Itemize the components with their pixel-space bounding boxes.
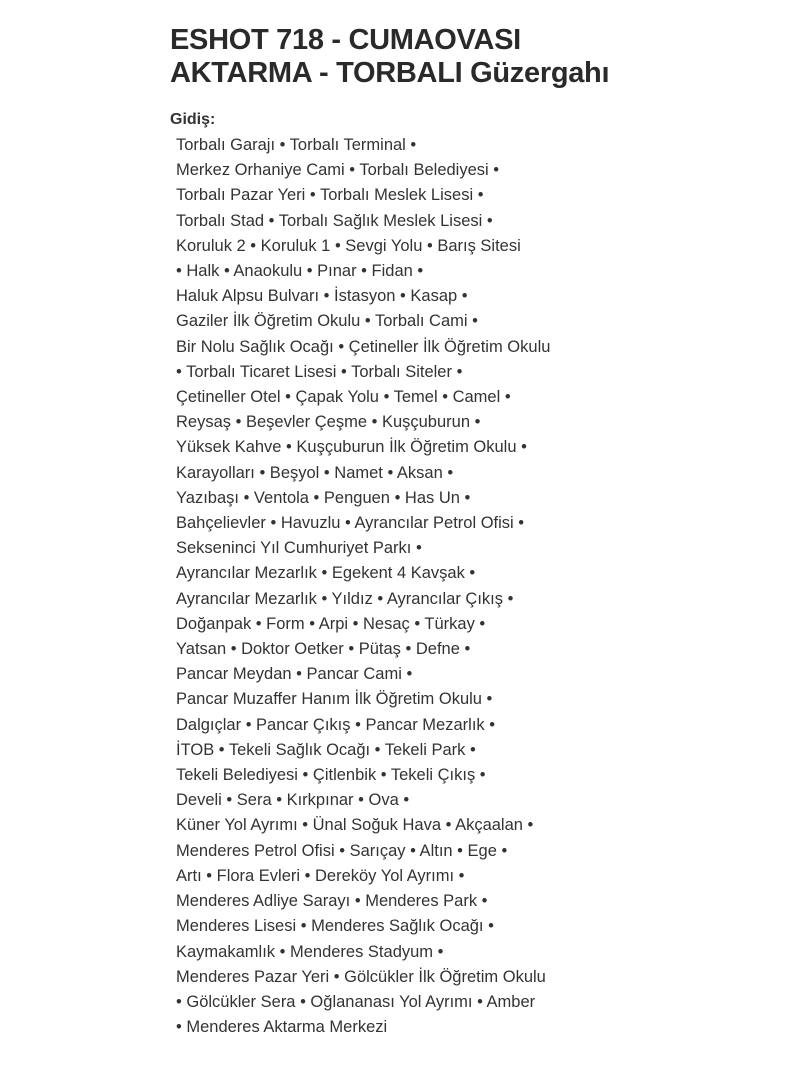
stop-line: Tekeli Belediyesi • Çitlenbik • Tekeli Çıkış • <box>176 766 486 785</box>
stop-line: Küner Yol Ayrımı • Ünal Soğuk Hava • Akçaalan • <box>176 816 534 835</box>
stop-line: Torbalı Stad • Torbalı Sağlık Meslek Lisesi • <box>176 211 493 230</box>
stop-line: Kaymakamlık • Menderes Stadyum • <box>176 942 444 961</box>
stop-line: Artı • Flora Evleri • Dereköy Yol Ayrımı • <box>176 866 465 885</box>
stop-line: Yatsan • Doktor Oetker • Pütaş • Defne • <box>176 640 471 659</box>
stop-line: Menderes Adliye Sarayı • Menderes Park • <box>176 892 488 911</box>
stop-line: Pancar Meydan • Pancar Cami • <box>176 665 413 684</box>
stop-line: Torbalı Pazar Yeri • Torbalı Meslek Lisesi • <box>176 186 484 205</box>
stop-line: Reysaş • Beşevler Çeşme • Kuşçuburun • <box>176 413 481 432</box>
direction-label: Gidiş: <box>170 111 216 128</box>
stop-line: Pancar Muzaffer Hanım İlk Öğretim Okulu • <box>176 690 493 709</box>
stop-line: Gaziler İlk Öğretim Okulu • Torbalı Cami • <box>176 312 478 331</box>
stop-list <box>170 133 640 1040</box>
stop-line: • Torbalı Ticaret Lisesi • Torbalı Siteler • <box>176 362 463 381</box>
stop-line: Develi • Sera • Kırkpınar • Ova • <box>176 791 410 810</box>
stop-line: Yüksek Kahve • Kuşçuburun İlk Öğretim Okulu • <box>176 438 527 457</box>
stop-line: Menderes Pazar Yeri • Gölcükler İlk Öğretim Okulu <box>176 967 546 986</box>
stop-line: Sekseninci Yıl Cumhuriyet Parkı • <box>176 539 422 558</box>
stop-line: • Menderes Aktarma Merkezi <box>176 1018 388 1037</box>
stop-line: Koruluk 2 • Koruluk 1 • Sevgi Yolu • Barış Sitesi <box>176 236 521 255</box>
stop-line: Karayolları • Beşyol • Namet • Aksan • <box>176 463 454 482</box>
stop-line: Dalgıçlar • Pancar Çıkış • Pancar Mezarlık • <box>176 715 496 734</box>
stop-line: İTOB • Tekeli Sağlık Ocağı • Tekeli Park • <box>176 740 476 759</box>
stop-line: Yazıbaşı • Ventola • Penguen • Has Un • <box>176 488 471 507</box>
route-article <box>170 24 640 1040</box>
stop-line: Menderes Petrol Ofisi • Sarıçay • Altın • Ege • <box>176 841 508 860</box>
stop-line: Haluk Alpsu Bulvarı • İstasyon • Kasap • <box>176 287 468 306</box>
stop-line: Bahçelievler • Havuzlu • Ayrancılar Petrol Ofisi • <box>176 514 525 533</box>
stop-line: Merkez Orhaniye Cami • Torbalı Belediyesi • <box>176 161 500 180</box>
page-title: ESHOT 718 - CUMAOVASI AKTARMA - TORBALI Güzergahı <box>170 24 610 89</box>
stop-line: • Gölcükler Sera • Oğlananası Yol Ayrımı • Amber <box>176 992 536 1011</box>
stop-line: Bir Nolu Sağlık Ocağı • Çetineller İlk Öğretim Okulu <box>176 337 551 356</box>
stop-line: Doğanpak • Form • Arpi • Nesaç • Türkay • <box>176 614 486 633</box>
stop-line: Menderes Lisesi • Menderes Sağlık Ocağı • <box>176 917 494 936</box>
stop-line: Çetineller Otel • Çapak Yolu • Temel • Camel • <box>176 388 511 407</box>
stop-line: Torbalı Garajı • Torbalı Terminal • <box>176 136 417 154</box>
stop-line: • Halk • Anaokulu • Pınar • Fidan • <box>176 262 424 281</box>
stop-line: Ayrancılar Mezarlık • Yıldız • Ayrancılar Çıkış • <box>176 589 514 608</box>
stop-line: Ayrancılar Mezarlık • Egekent 4 Kavşak • <box>176 564 476 583</box>
